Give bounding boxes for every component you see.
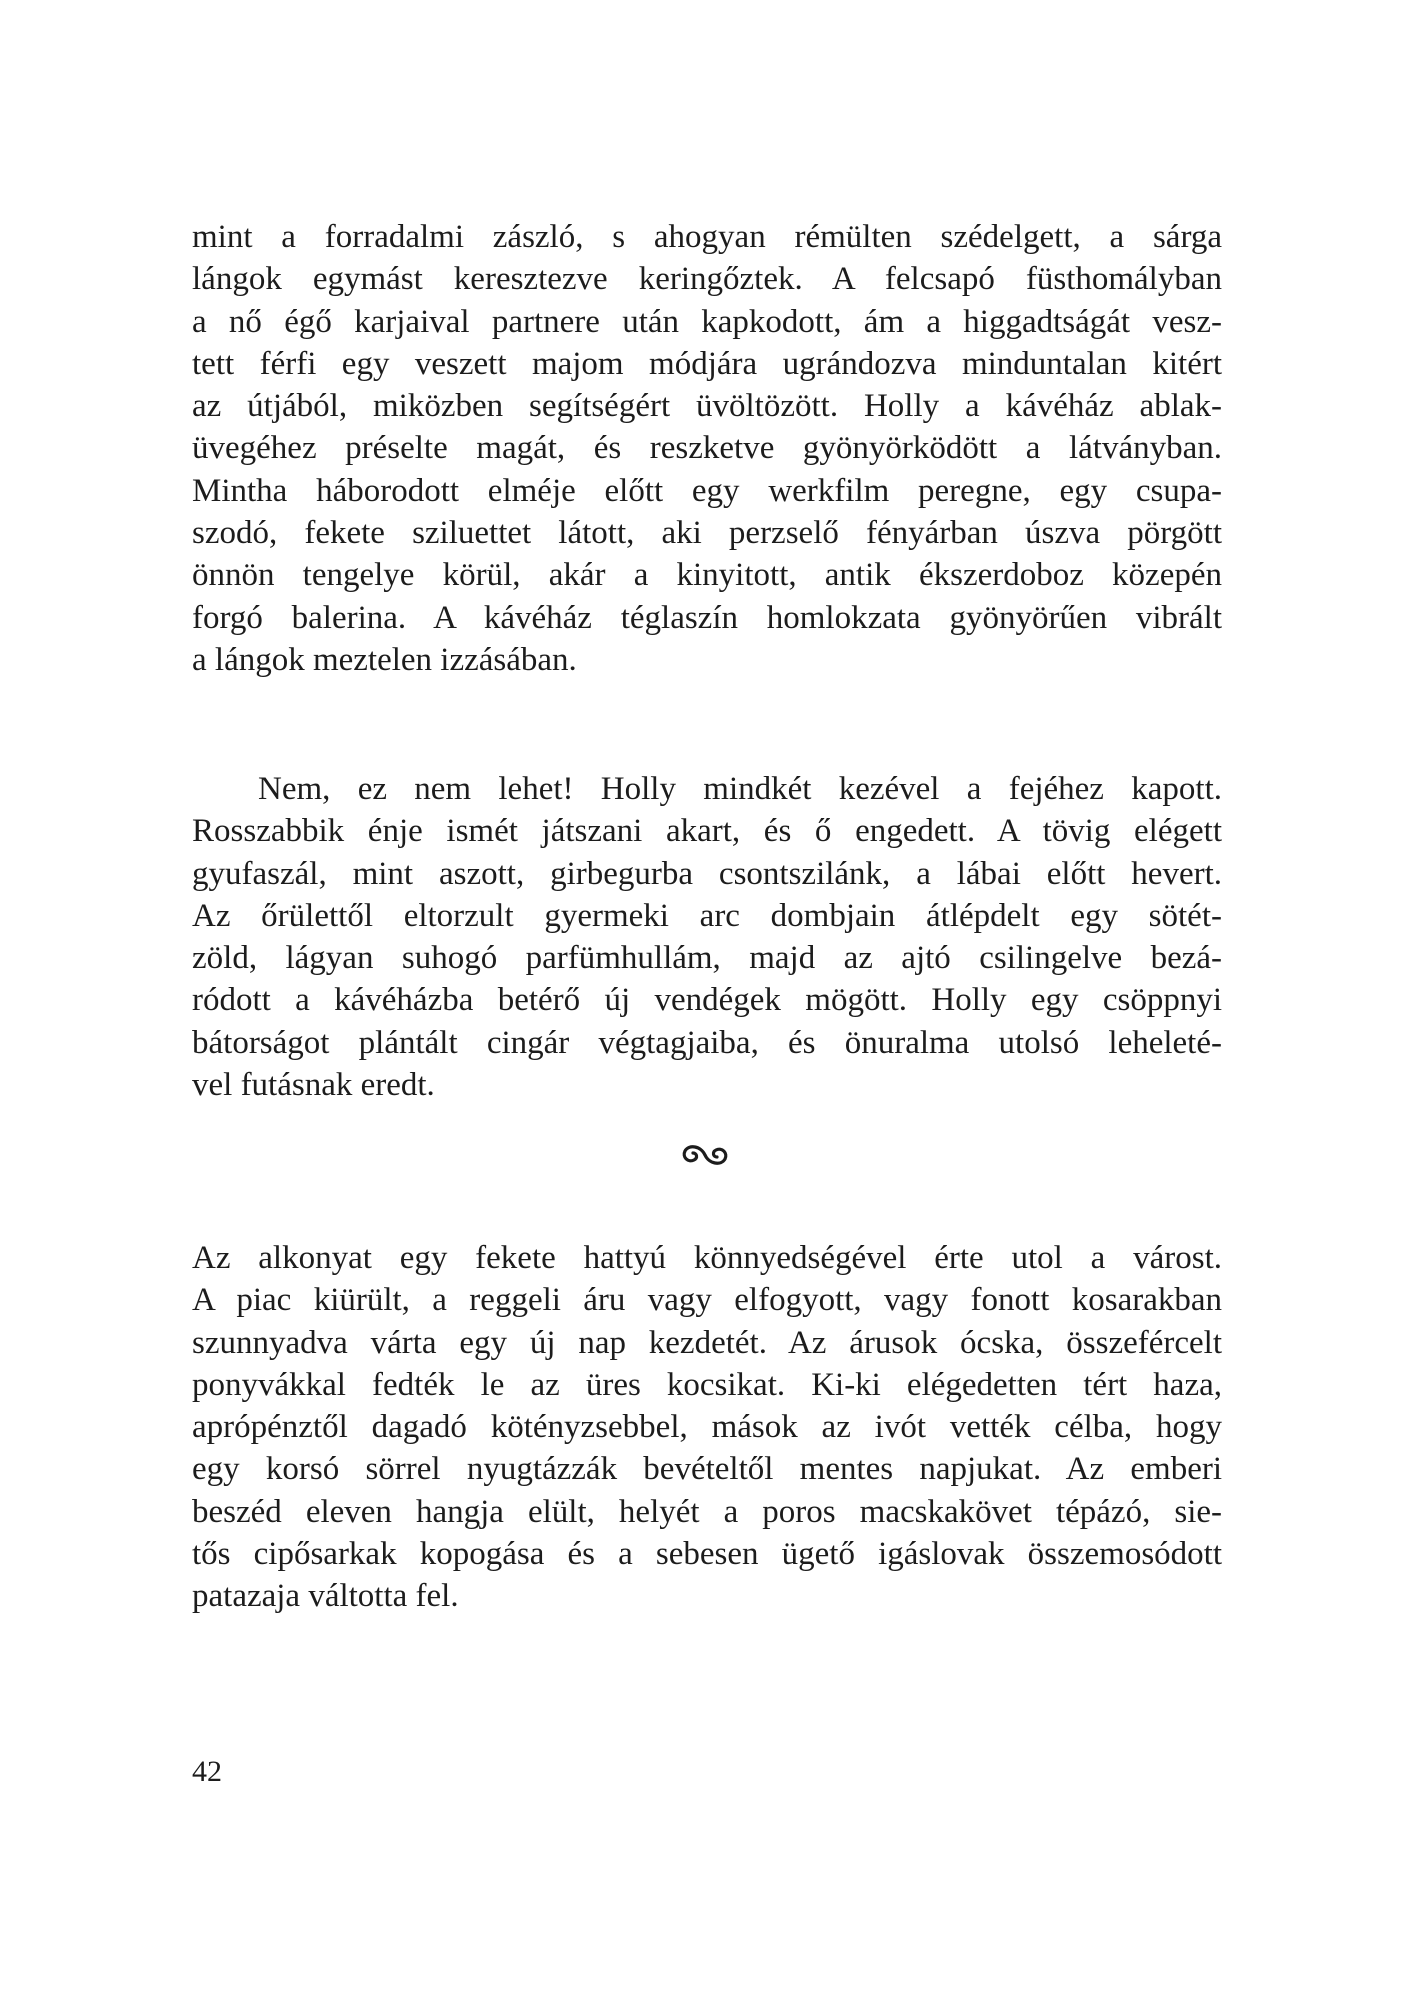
text-line: a nő égő karjaival partnere után kapkodott, ám a higgadtságát vesz- [192, 303, 1222, 340]
text-line: Nem, ez nem lehet! Holly mindkét kezével a fejéhez kapott. [258, 771, 1222, 807]
text-line: lángok egymást keresztezve keringőztek. A felcsapó füsthomályban [192, 261, 1222, 298]
paragraph-1 [192, 216, 1222, 681]
text-line: ponyvákkal fedték le az üres kocsikat. Ki-ki elégedetten tért haza, [192, 1366, 1222, 1403]
text-line: szunnyadva várta egy új nap kezdetét. Az árusok ócska, összefércelt [192, 1324, 1222, 1361]
paragraph-2 [192, 768, 1222, 1106]
text-line: tett férfi egy veszett majom módjára ugrándozva minduntalan kitért [192, 345, 1222, 382]
text-line: beszéd eleven hangja elült, helyét a poros macskakövet tépázó, sie- [192, 1493, 1222, 1530]
text-line: Az őrülettől eltorzult gyermeki arc dombjain átlépdelt egy sötét- [192, 897, 1222, 934]
text-line: a lángok meztelen izzásában. [192, 641, 577, 678]
text-line: aprópénztől dagadó kötényzsebbel, mások az ivót vették célba, hogy [192, 1409, 1222, 1446]
text-line: az útjából, miközben segítségért üvöltözött. Holly a kávéház ablak- [192, 388, 1222, 425]
page-number: 42 [192, 1755, 222, 1788]
text-line: egy korsó sörrel nyugtázzák bevételtől mentes napjukat. Az emberi [192, 1451, 1222, 1488]
text-line: mint a forradalmi zászló, s ahogyan rémülten szédelgett, a sárga [192, 219, 1222, 255]
text-line: vel futásnak eredt. [192, 1067, 435, 1104]
text-line: szodó, fekete sziluettet látott, aki perzselő fényárban úszva pörgött [192, 515, 1222, 552]
text-line: gyufaszál, mint aszott, girbegurba csontszilánk, a lábai előtt hevert. [192, 855, 1222, 892]
text-line: A piac kiürült, a reggeli áru vagy elfogyott, vagy fonott kosarakban [192, 1282, 1222, 1319]
text-line: Az alkonyat egy fekete hattyú könnyedségével érte utol a várost. [192, 1240, 1222, 1276]
text-line: önnön tengelye körül, akár a kinyitott, antik ékszerdoboz közepén [192, 557, 1222, 594]
text-line: tős cipősarkak kopogása és a sebesen ügető igáslovak összemosódott [192, 1536, 1222, 1573]
text-line: Mintha háborodott elméje előtt egy werkfilm peregne, egy csupa- [192, 472, 1222, 509]
text-line: bátorságot plántált cingár végtagjaiba, és önuralma utolsó leheleté- [192, 1024, 1222, 1061]
text-line: ródott a kávéházba betérő új vendégek mögött. Holly egy csöppnyi [192, 982, 1222, 1019]
fleuron-ornament-icon [675, 1140, 735, 1170]
text-line: patazaja váltotta fel. [192, 1578, 459, 1615]
text-line: üvegéhez préselte magát, és reszketve gyönyörködött a látványban. [192, 430, 1222, 467]
text-line: forgó balerina. A kávéház téglaszín homlokzata gyönyörűen vibrált [192, 599, 1222, 636]
text-line: Rosszabbik énje ismét játszani akart, és ő engedett. A tövig elégett [192, 813, 1222, 850]
text-line: zöld, lágyan suhogó parfümhullám, majd az ajtó csilingelve bezá- [192, 940, 1222, 977]
paragraph-3 [192, 1237, 1222, 1618]
